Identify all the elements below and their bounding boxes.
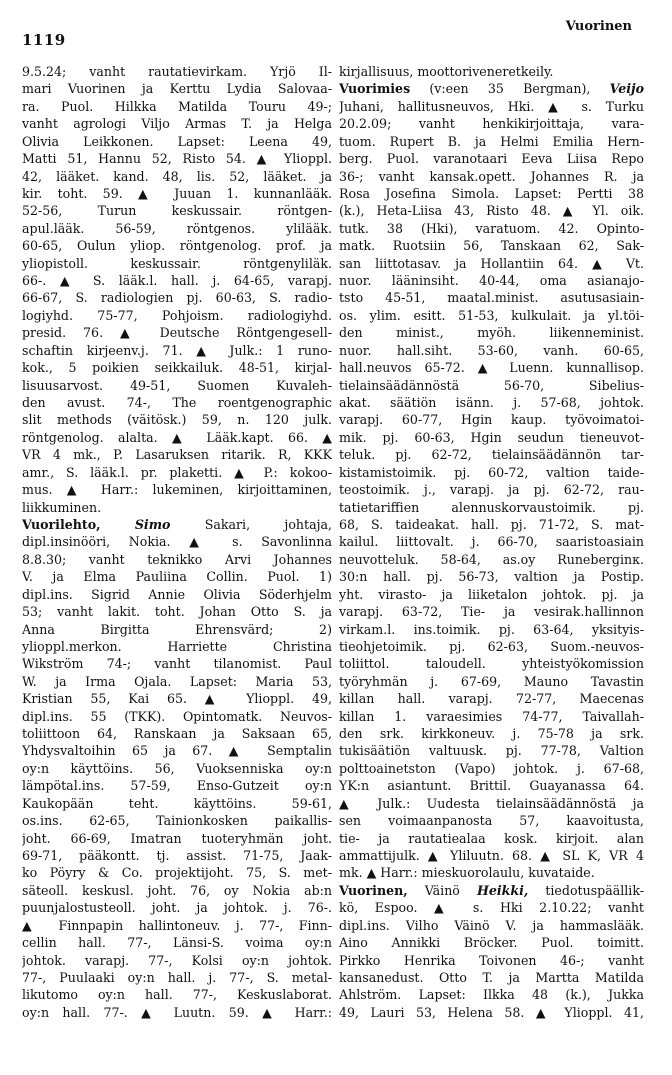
entry-text: Aino Annikki Bröcker. Puol. toimitt.	[339, 935, 644, 951]
text-line	[339, 1004, 644, 1021]
text-line	[339, 708, 644, 725]
text-line	[339, 533, 644, 550]
entry-text: 53; vanht lakit. toht. Johan Otto S. ja	[22, 604, 332, 620]
left-column	[22, 63, 332, 1021]
entry-text: 30:n hall. pj. 56-73, valtion ja Postip.	[339, 569, 644, 585]
entry-text: Pirkko Henrika Toivonen 46-; vanht	[339, 952, 644, 968]
entry-text: VR 4 mk., P. Lasaruksen ritarik. R, KKK	[22, 447, 332, 463]
entry-text: Juhani, hallitusneuvos, Hki. ▲ s. Turku	[339, 98, 644, 114]
entry-text: oy:n käyttöins. 56, Vuoksenniska oy:n	[22, 760, 332, 776]
text-line	[22, 830, 332, 847]
entry-text: 77-, Puulaaki oy:n hall. j. 77-, S. metal-	[22, 969, 332, 985]
entry-text: teostoimik. j., varapj. ja pj. 62-72, rau-	[339, 482, 644, 498]
entry-text: ammattijulk. ▲ Yliluutn. 68. ▲ SL K, VR 4	[339, 847, 644, 863]
entry-text: dipl.ins. Vilho Väinö V. ja hammaslääk.	[339, 917, 644, 933]
text-line	[22, 394, 332, 411]
entry-text: matk. Ruotsiin 56, Tanskaan 62, Sak-	[339, 238, 644, 254]
text-line	[339, 237, 644, 254]
text-line	[22, 115, 332, 132]
text-line	[339, 673, 644, 690]
entry-text: kok., 5 poikien seikkailuk. 48-51, kirjal-	[22, 360, 332, 376]
running-head: Vuorinen	[565, 19, 632, 34]
entry-text: säteoll. keskusl. joht. 76, oy Nokia ab:n	[22, 882, 332, 898]
text-line	[22, 760, 332, 777]
entry-text: berg. Puol. varanotaari Eeva Liisa Repo	[339, 151, 644, 167]
text-line	[339, 568, 644, 585]
entry-text: 9.5.24; vanht rautatievirkam. Yrjö Il-	[22, 64, 332, 79]
text-line	[22, 359, 332, 376]
text-line	[339, 429, 644, 446]
entry-text: vanht agrologi Viljo Armas T. ja Helga	[22, 116, 332, 132]
entry-text: 8.8.30; vanht teknikko Arvi Johannes	[22, 551, 332, 567]
text-line	[339, 481, 644, 498]
entry-text: kistamistoimik. pj. 60-72, valtion taide-	[339, 464, 644, 480]
text-line	[339, 795, 644, 812]
entry-text: Wikström 74-; vanht tilanomist. Paul	[22, 656, 332, 672]
text-line	[22, 533, 332, 550]
text-line	[22, 429, 332, 446]
text-line	[22, 499, 332, 516]
entry-text: amr., S. lääk.l. pr. plaketti. ▲ P.: kokoo-	[22, 464, 332, 480]
entry-text: johtok. varapj. 77-, Kolsi oy:n johtok.	[22, 952, 332, 968]
text-line	[339, 969, 644, 986]
text-line	[22, 986, 332, 1003]
entry-text: (v:een 35 Bergman),	[429, 81, 591, 97]
text-line	[22, 342, 332, 359]
entry-text: röntgenolog. alalta. ▲ Lääk.kapt. 66. ▲	[22, 429, 332, 445]
entry-text: kö, Espoo. ▲ s. Hki 2.10.22; vanht	[339, 900, 644, 916]
text-line	[22, 882, 332, 899]
text-line	[22, 80, 332, 97]
text-line	[22, 864, 332, 881]
text-line	[339, 202, 644, 219]
text-line	[339, 847, 644, 864]
text-line	[339, 690, 644, 707]
text-line	[22, 272, 332, 289]
text-line	[22, 411, 332, 428]
text-line	[22, 934, 332, 951]
text-line	[339, 377, 644, 394]
entry-given-name: Heikki,	[476, 882, 529, 898]
text-line	[339, 586, 644, 603]
entry-text: Kristian 55, Kai 65. ▲ Ylioppl. 49,	[22, 691, 332, 707]
entry-text: dipl.ins. Sigrid Annie Olivia Söderhjelm	[22, 586, 332, 602]
entry-text: 68, S. taideakat. hall. pj. 71-72, S. mat-	[339, 516, 644, 532]
text-line	[22, 742, 332, 759]
text-line	[339, 307, 644, 324]
text-line	[339, 725, 644, 742]
entry-text: liikkuminen.	[22, 499, 102, 515]
entry-text: os.ins. 62-65, Tainionkosken paikallis-	[22, 813, 332, 829]
text-line	[339, 359, 644, 376]
entry-surname: Vuorimies	[339, 81, 411, 97]
entry-text: polttoainetston (Vapo) johtok. j. 67-68,	[339, 760, 644, 776]
entry-text: tielainsäädännöstä 56-70, Sibelius-	[339, 377, 644, 393]
text-line	[22, 220, 332, 237]
entry-text: varapj. 60-77, Hgin kaup. työvoimatoi-	[339, 412, 644, 428]
text-line	[22, 812, 332, 829]
text-line	[22, 133, 332, 150]
text-line	[22, 98, 332, 115]
entry-text: tie- ja rautatiealaa kosk. kirjoit. alan	[339, 830, 644, 846]
text-line	[339, 986, 644, 1003]
entry-text: ylioppl.merkon. Harriette Christina	[22, 638, 332, 654]
text-line	[339, 446, 644, 463]
entry-text: apul.lääk. 56-59, röntgenos. ylilääk.	[22, 220, 332, 236]
entry-text: Sakari, johtaja,	[204, 516, 332, 532]
text-line	[339, 917, 644, 934]
entry-text: akat. säätiön isänn. j. 57-68, johtok.	[339, 395, 644, 411]
page-number: 1119	[22, 31, 66, 49]
entry-text: tatietariffien alennuskorvaustoimik. pj.	[339, 499, 644, 515]
entry-text: 49, Lauri 53, Helena 58. ▲ Ylioppl. 41,	[339, 1004, 644, 1020]
entry-text: den avust. 74-, The roentgenographic	[22, 395, 332, 411]
entry-text: tsto 45-51, maatal.minist. asutusasiain-	[339, 290, 644, 306]
entry-text: 66-. ▲ S. lääk.l. hall. j. 64-65, varapj.	[22, 273, 332, 289]
text-line	[22, 690, 332, 707]
text-line	[22, 952, 332, 969]
entry-text: mus. ▲ Harr.: lukeminen, kirjoittaminen,	[22, 482, 332, 498]
text-line	[22, 289, 332, 306]
entry-text: tiedotuspäällik-	[545, 882, 644, 898]
text-line	[22, 150, 332, 167]
text-line	[339, 411, 644, 428]
text-line	[339, 864, 644, 881]
entry-text: san liittotasav. ja Hollantiin 64. ▲ Vt.	[339, 255, 644, 271]
text-line	[22, 446, 332, 463]
entry-text: tukisäätiön valtuusk. pj. 77-78, Valtion	[339, 743, 644, 759]
text-line	[339, 655, 644, 672]
entry-text: Väinö	[424, 882, 460, 898]
text-line	[22, 795, 332, 812]
entry-text: kirjallisuus, moottoriveneretkeily.	[339, 64, 554, 79]
text-line	[339, 516, 644, 533]
entry-text: Rosa Josefina Simola. Lapset: Pertti 38	[339, 185, 644, 201]
entry-text: yht. virasto- ja liiketalon johtok. pj. ja	[339, 586, 644, 602]
entry-text: ▲ Finnpapin hallintoneuv. j. 77-, Finn-	[22, 917, 332, 933]
text-line	[339, 133, 644, 150]
entry-text: 69-71, pääkontt. tj. assist. 71-75, Jaak-	[22, 847, 332, 863]
text-line	[22, 237, 332, 254]
text-line	[22, 899, 332, 916]
entry-text: 20.2.09; vanht henkikirjoittaja, vara-	[339, 116, 644, 132]
text-line	[22, 516, 332, 533]
text-line	[339, 289, 644, 306]
text-line	[22, 586, 332, 603]
entry-text: hall.neuvos 65-72. ▲ Luenn. kunnallisop.	[339, 360, 644, 376]
text-line	[339, 499, 644, 516]
entry-text: kailul. liittovalt. j. 66-70, saaristoasiain	[339, 534, 644, 550]
text-line	[22, 673, 332, 690]
text-line	[339, 255, 644, 272]
entry-text: Matti 51, Hannu 52, Risto 54. ▲ Ylioppl.	[22, 151, 332, 167]
entry-text: mik. pj. 60-63, Hgin seudun tieneuvot-	[339, 429, 644, 445]
entry-text: puunjalostusteoll. joht. ja johtok. j. 76-.	[22, 900, 332, 916]
entry-text: lämpötal.ins. 57-59, Enso-Gutzeit oy:n	[22, 778, 332, 794]
text-line	[339, 63, 644, 80]
entry-text: työryhmän j. 67-69, Mauno Tavastin	[339, 673, 644, 689]
entry-text: mari Vuorinen ja Kerttu Lydia Salovaa-	[22, 81, 332, 97]
entry-text: 52-56, Turun keskussair. röntgen-	[22, 203, 332, 219]
entry-given-name: Veijo	[609, 81, 644, 97]
entry-text: schaftin kirjeenv.j. 71. ▲ Julk.: 1 runo-	[22, 342, 332, 358]
entry-text: 42, lääket. kand. 48, lis. 52, lääket. ja	[22, 168, 332, 184]
entry-text: Anna Birgitta Ehrensvärd; 2)	[22, 621, 332, 637]
text-line	[22, 63, 332, 80]
text-line	[22, 551, 332, 568]
text-line	[339, 882, 644, 899]
text-line	[339, 899, 644, 916]
text-line	[22, 847, 332, 864]
entry-text: dipl.insinööri, Nokia. ▲ s. Savonlinna	[22, 534, 332, 550]
text-line	[339, 830, 644, 847]
entry-text: dipl.ins. 55 (TKK). Opintomatk. Neuvos-	[22, 708, 332, 724]
entry-text: ko Pöyry & Co. projektijoht. 75, S. met-	[22, 865, 332, 881]
entry-text: lisuusarvost. 49-51, Suomen Kuvaleh-	[22, 377, 332, 393]
text-line	[22, 638, 332, 655]
text-line	[22, 1004, 332, 1021]
text-line	[339, 98, 644, 115]
text-line	[339, 272, 644, 289]
text-line	[339, 80, 644, 97]
entry-text: neuvotteluk. 58-64, as.oy Runeberginк.	[339, 551, 644, 567]
text-line	[22, 307, 332, 324]
text-line	[22, 708, 332, 725]
text-line	[339, 777, 644, 794]
entry-text: Kaukopään teht. käyttöins. 59-61,	[22, 795, 332, 811]
entry-text: (k.), Heta-Liisa 43, Risto 48. ▲ Yl. oik.	[339, 203, 644, 219]
text-line	[22, 168, 332, 185]
text-line	[22, 655, 332, 672]
entry-text: W. ja Irma Ojala. Lapset: Maria 53,	[22, 673, 332, 689]
entry-text: killan hall. varapj. 72-77, Maecenas	[339, 691, 644, 707]
text-line	[22, 202, 332, 219]
text-line	[22, 324, 332, 341]
entry-text: nuor. hall.siht. 53-60, vanh. 60-65,	[339, 342, 644, 358]
entry-text: nuor. lääninsiht. 40-44, oma asianajo-	[339, 273, 644, 289]
text-line	[339, 603, 644, 620]
text-line	[339, 115, 644, 132]
text-line	[339, 150, 644, 167]
text-line	[22, 568, 332, 585]
text-line	[339, 168, 644, 185]
text-line	[339, 812, 644, 829]
text-line	[339, 621, 644, 638]
text-line	[339, 952, 644, 969]
text-line	[22, 464, 332, 481]
text-line	[339, 551, 644, 568]
entry-text: tieohjetoimik. pj. 62-63, Suom.-neuvos-	[339, 638, 644, 654]
entry-text: teluk. pj. 62-72, tielainsäädännön tar-	[339, 447, 644, 463]
text-line	[339, 324, 644, 341]
entry-text: tutk. 38 (Hki), varatuom. 42. Opinto-	[339, 220, 644, 236]
entry-text: logiyhd. 75-77, Pohjoism. radiologiyhd.	[22, 307, 332, 323]
text-line	[22, 603, 332, 620]
text-line	[22, 621, 332, 638]
entry-text: tuom. Rupert B. ja Helmi Emilia Hern-	[339, 133, 644, 149]
entry-text: sen voimaanpanosta 57, kaavoitusta,	[339, 813, 644, 829]
entry-text: ▲ Julk.: Uudesta tielainsäädännöstä ja	[339, 795, 644, 811]
entry-text: 36-; vanht kansak.opett. Johannes R. ja	[339, 168, 644, 184]
text-line	[339, 742, 644, 759]
entry-text: oy:n hall. 77-. ▲ Luutn. 59. ▲ Harr.:	[22, 1004, 332, 1020]
text-line	[22, 969, 332, 986]
entry-text: Yhdysvaltoihin 65 ja 67. ▲ Semptalin	[22, 743, 332, 759]
entry-text: kir. toht. 59. ▲ Juuan 1. kunnanlääk.	[22, 185, 332, 201]
text-line	[22, 185, 332, 202]
text-line	[339, 220, 644, 237]
text-line	[22, 377, 332, 394]
entry-text: killan 1. varaesimies 74-77, Taivallah-	[339, 708, 644, 724]
entry-text: slit methods (väitösk.) 59, n. 120 julk.	[22, 412, 332, 428]
entry-surname: Vuorinen,	[339, 882, 408, 898]
entry-surname: Vuorilehto,	[22, 516, 101, 532]
entry-text: YK:n asiantunt. Brittil. Guayanassa 64.	[339, 778, 644, 794]
entry-text: mk. ▲ Harr.: mieskuorolaulu, kuvataide.	[339, 865, 595, 881]
entry-text: cellin hall. 77-, Länsi-S. voima oy:n	[22, 935, 332, 951]
entry-text: likutomo oy:n hall. 77-, Keskuslaborat.	[22, 987, 332, 1003]
entry-text: kansanedust. Otto T. ja Martta Matilda	[339, 969, 644, 985]
text-line	[339, 464, 644, 481]
entry-given-name: Simo	[134, 516, 171, 532]
entry-text: toliittoon 64, Ranskaan ja Saksaan 65,	[22, 726, 332, 742]
text-line	[339, 760, 644, 777]
entry-text: ra. Puol. Hilkka Matilda Touru 49-;	[22, 98, 332, 114]
text-line	[22, 917, 332, 934]
entry-text: V. ja Elma Pauliina Collin. Puol. 1)	[22, 569, 332, 585]
entry-text: Ahlström. Lapset: Ilkka 48 (k.), Jukka	[339, 987, 644, 1003]
entry-text: os. ylim. esitt. 51-53, kulkulait. ja yl.töi-	[339, 307, 644, 323]
entry-text: virkam.l. ins.toimik. pj. 63-64, yksityis-	[339, 621, 644, 637]
text-line	[339, 342, 644, 359]
entry-text: den minist., myöh. liikenneminist.	[339, 325, 644, 341]
text-line	[339, 934, 644, 951]
right-column	[339, 63, 644, 1021]
entry-text: den srk. kirkkoneuv. j. 75-78 ja srk.	[339, 726, 644, 742]
text-line	[22, 777, 332, 794]
entry-text: Olivia Leikkonen. Lapset: Leena 49,	[22, 133, 332, 149]
text-line	[339, 394, 644, 411]
entry-text: varapj. 63-72, Tie- ja vesirak.hallinnon	[339, 604, 644, 620]
text-line	[339, 185, 644, 202]
text-line	[22, 481, 332, 498]
text-line	[339, 638, 644, 655]
text-line	[22, 255, 332, 272]
entry-text: presid. 76. ▲ Deutsche Röntgengesell-	[22, 325, 332, 341]
text-line	[22, 725, 332, 742]
entry-text: 66-67, S. radiologien pj. 60-63, S. radio-	[22, 290, 332, 306]
entry-text: toliittol. taloudell. yhteistyökomission	[339, 656, 644, 672]
entry-text: yliopistoll. keskussair. röntgenyliläk.	[22, 255, 332, 271]
entry-text: 60-65, Oulun yliop. röntgenolog. prof. ja	[22, 238, 332, 254]
entry-text: joht. 66-69, Imatran tuoteryhmän joht.	[22, 830, 332, 846]
